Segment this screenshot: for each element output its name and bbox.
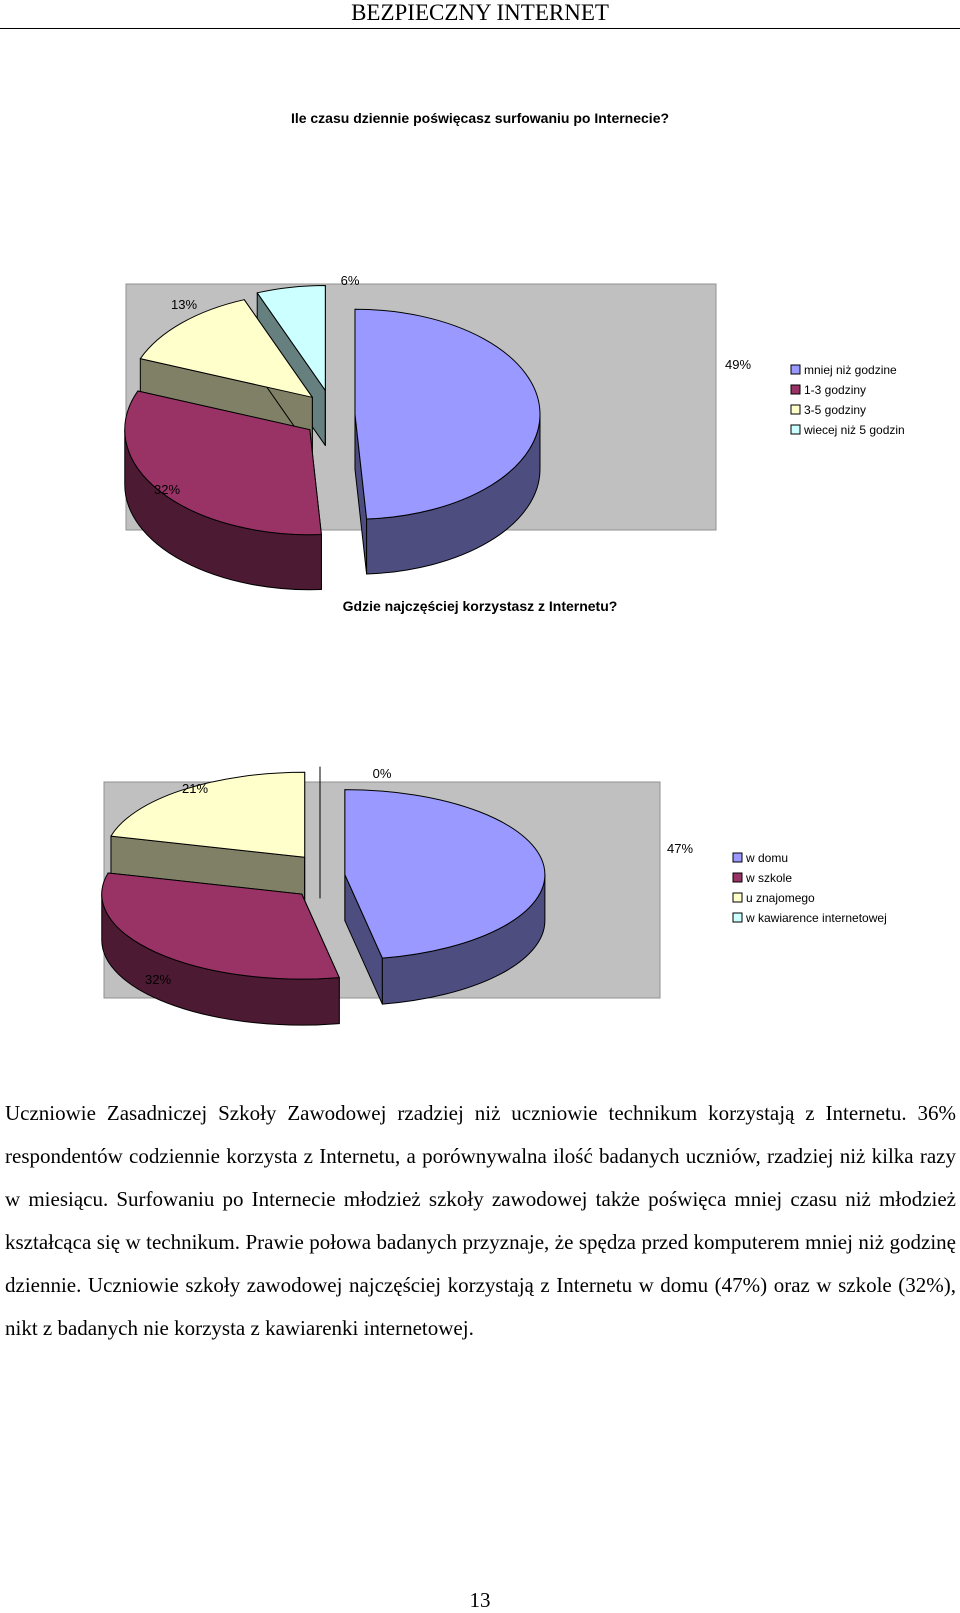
chart-2-title: Gdzie najczęściej korzystasz z Internetu?	[342, 598, 618, 614]
data-label: 49%	[724, 357, 752, 372]
data-label: 13%	[170, 297, 198, 312]
legend-label: 3-5 godziny	[804, 403, 867, 417]
data-label: 0%	[372, 766, 392, 781]
legend-label: w szkole	[746, 871, 793, 885]
data-label: 21%	[181, 781, 209, 796]
legend-label: 1-3 godziny	[804, 383, 867, 397]
legend-swatch	[733, 913, 742, 922]
legend-swatch	[791, 385, 800, 394]
legend-swatch	[733, 893, 742, 902]
legend-swatch	[791, 365, 800, 374]
chart-2-pie	[0, 765, 960, 1065]
body-paragraph: Uczniowie Zasadniczej Szkoły Zawodowej rzadziej niż uczniowie technikum korzystają z Internetu. 36% respondentów codziennie korzysta z Internetu, a porównywalna ilość badanych uczniów, rzadziej niż kilka razy w miesiącu. Surfowaniu po Internecie młodzież szkoły zawodowej także poświęca mniej czasu niż młodzież kształcąca się w technikum. Prawie połowa badanych przyznaje, że spędza przed komputerem mniej niż godzinę dziennie. Uczniowie szkoły zawodowej najczęściej korzystają z Internetu w domu (47%) oraz w szkole (32%), nikt z badanych nie korzysta z kawiarenki internetowej.	[5, 1101, 956, 1340]
legend-label: u znajomego	[746, 891, 815, 905]
chart-1-title: Ile czasu dziennie poświęcasz surfowaniu po Internecie?	[290, 110, 670, 126]
legend-swatch	[733, 873, 742, 882]
data-label: 32%	[153, 482, 181, 497]
page-number: 13	[469, 1588, 491, 1612]
legend-label: mniej niż godzine	[804, 363, 897, 377]
header-rule	[0, 28, 960, 29]
data-label: 47%	[666, 841, 694, 856]
legend-swatch	[791, 425, 800, 434]
legend-label: w domu	[746, 851, 789, 865]
legend-swatch	[733, 853, 742, 862]
legend-swatch	[791, 405, 800, 414]
legend-label: w kawiarence internetowej	[746, 911, 887, 925]
data-label: 32%	[144, 972, 172, 987]
legend-label: wiecej niż 5 godzin	[804, 423, 905, 437]
data-label: 6%	[340, 273, 360, 288]
chart-1-pie	[0, 270, 960, 730]
page-header: BEZPIECZNY INTERNET	[351, 0, 609, 25]
